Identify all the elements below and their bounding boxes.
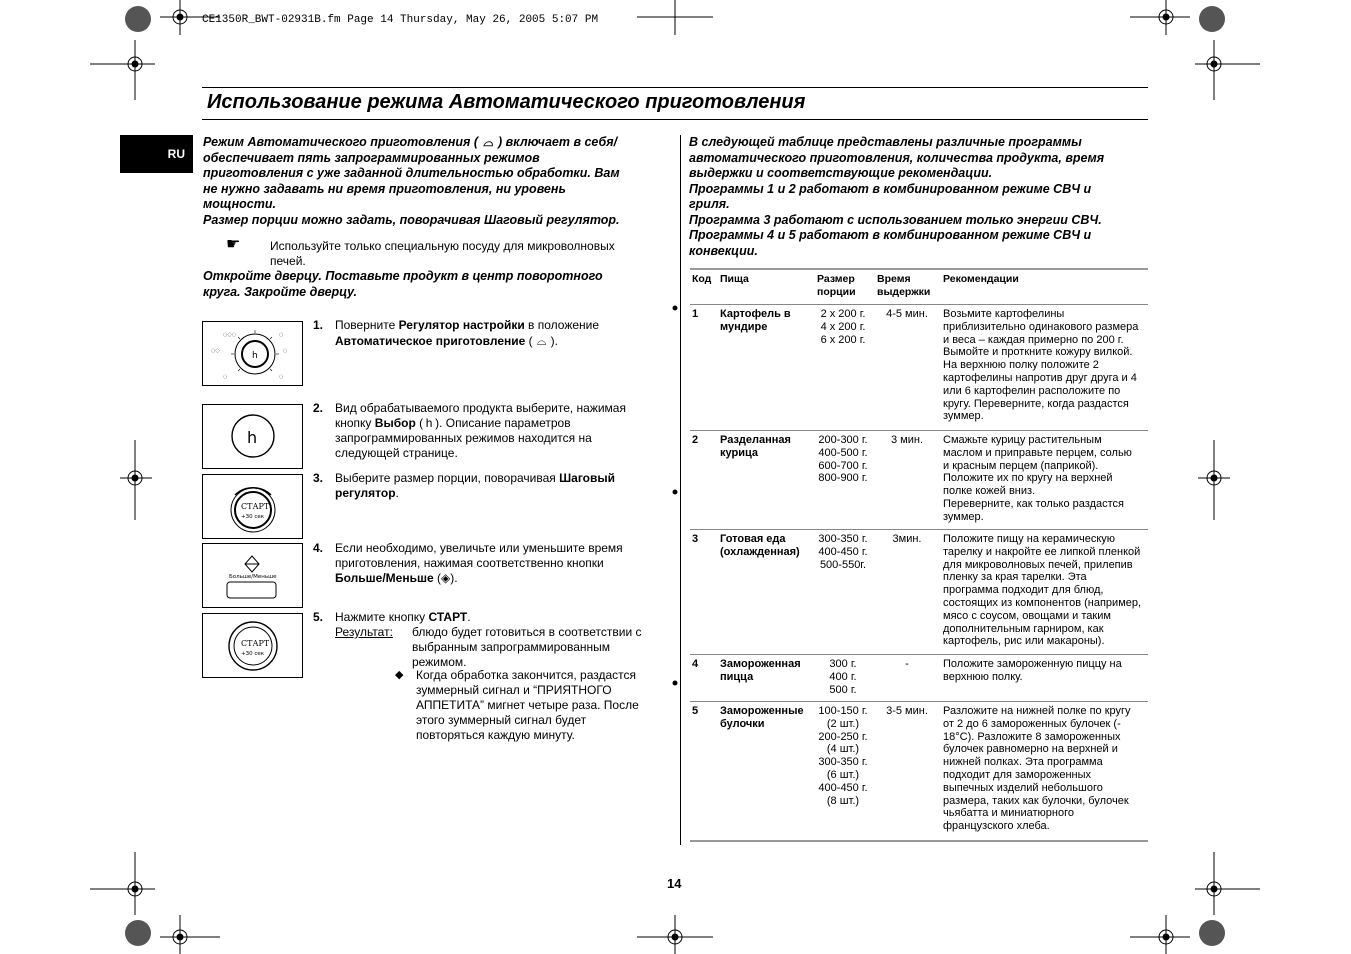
step-text: ( (433, 571, 441, 585)
cell-time-line: 4-5 мин. (886, 308, 928, 320)
cell-time (876, 533, 938, 546)
intro-line: Размер порции можно задать, поворачивая Шаговый регулятор. (203, 212, 620, 227)
step2-select-button-image (202, 404, 303, 469)
intro-text (203, 135, 673, 228)
language-tab: RU (120, 135, 193, 173)
knob-name: регулятор (335, 486, 396, 500)
bullet-line: АППЕТИТА” мигнет четыре раза. После (416, 698, 639, 712)
cell-food (720, 434, 815, 460)
cell-food-line: пицца (720, 670, 754, 683)
step-text: запрограммированных режимов находится на (335, 431, 592, 445)
dial-name: Регулятор настройки (398, 318, 525, 332)
cell-rec (943, 658, 1148, 684)
page-number: 14 (667, 876, 682, 891)
table-intro-line: гриля. (689, 197, 730, 211)
cell-food-line: курица (720, 446, 758, 459)
page-title: Использование режима Автоматического приготовления (207, 91, 806, 113)
table-row (690, 430, 1148, 431)
cell-size (812, 533, 874, 571)
cell-code (692, 434, 716, 447)
cell-size-line: 400-500 г. (818, 446, 868, 459)
diamond-bullet-icon: ◆ (395, 669, 404, 681)
more-less-icon: ◈ (440, 571, 451, 585)
cell-time (876, 705, 938, 718)
table-intro-line: Программы 4 и 5 работают в комбинированном режиме СВЧ и (689, 228, 1092, 242)
cell-size-line: 2 x 200 г. (820, 308, 866, 320)
result-line: блюдо будет готовиться в соответствии с (412, 625, 642, 639)
cell-rec-line: для микроволновых печей, прилепив (943, 558, 1133, 571)
cell-time-line: 3мин. (892, 533, 922, 545)
step-text: Выберите размер порции, поворачивая (335, 471, 560, 485)
cell-rec-line: картофелины напротив друг друга и 4 (943, 371, 1137, 384)
step-text: Если необходимо, увеличьте или уменьшите время (335, 541, 623, 555)
cell-rec-line: Положите пищу на керамическую (943, 533, 1116, 545)
col-header-time (877, 273, 930, 299)
cell-rec-line: Смажьте курицу растительным (943, 434, 1102, 446)
step-text: . (395, 486, 399, 500)
door-line: Откройте дверцу. Поставьте продукт в центр поворотного (203, 269, 603, 283)
note-line: Используйте только специальную посуду для микроволновых (270, 239, 615, 253)
cell-rec-line: французского хлеба. (943, 820, 1050, 833)
cell-rec-line: мясо с соусом, овощами и таким (943, 609, 1111, 622)
col-header-size-line: порции (817, 286, 856, 298)
col-header-size (817, 273, 856, 299)
step-text: Поверните (335, 318, 399, 332)
cell-code-line: 5 (692, 705, 699, 717)
step5-start-image (202, 613, 303, 678)
table-row (690, 654, 1148, 655)
plus30-label: +30 сек (241, 514, 265, 520)
cell-size-line: 400-450 г. (818, 781, 868, 794)
step-knob-icon (203, 475, 302, 538)
cell-size (812, 434, 874, 485)
intro-line: ) включает в себя/ (498, 135, 618, 149)
cell-time (876, 308, 938, 321)
cell-size-line: 200-250 г. (818, 730, 868, 743)
bullet-line: зуммерный сигнал и “ПРИЯТНОГО (416, 683, 612, 697)
svg-text:h: h (247, 428, 258, 447)
cell-rec-line: подходит для замороженных (943, 768, 1091, 781)
cell-size (812, 705, 874, 807)
intro-line: мощности. (203, 197, 276, 211)
cell-rec (943, 533, 1148, 648)
cell-food (720, 658, 815, 684)
svg-text:◌: ◌ (279, 332, 284, 338)
door-line: круга. Закройте дверцу. (203, 284, 358, 299)
cell-rec-line: выпечных изделий небольшого (943, 781, 1103, 794)
table-intro-line: В следующей таблице представлены различные программы (689, 135, 1082, 149)
table-intro-line: Программы 1 и 2 работают в комбинированном режиме СВЧ и (689, 181, 1092, 196)
title-rule-top (202, 87, 1148, 88)
cell-rec-line: Разложите на нижней полке по кругу (943, 705, 1131, 717)
step-text: . (467, 610, 471, 624)
cell-food (720, 308, 815, 334)
knob-name: Шаговый (559, 471, 616, 485)
step-text: следующей странице. (335, 446, 458, 460)
cell-rec-line: приблизительно одинакового размера (943, 320, 1139, 333)
cell-rec-line: Положите их по кругу на верхней (943, 472, 1113, 485)
auto-cook-icon: ⌓ (483, 135, 493, 149)
cell-food-line: Замороженные (720, 705, 804, 717)
cell-rec-line: дополнительным гарниром, как (943, 622, 1104, 635)
cell-size-line: 300-350 г. (818, 756, 868, 769)
cell-rec-line: булочек равномерно на верхней и (943, 743, 1118, 756)
auto-cook-icon: ⌓ (536, 334, 547, 348)
column-divider (680, 135, 681, 845)
start-label: СТАРТ (241, 639, 270, 648)
cell-food (720, 533, 815, 559)
cell-size (812, 658, 874, 696)
table-row (690, 304, 1148, 305)
cell-size-line: 400-450 г. (818, 545, 868, 558)
cell-rec (943, 434, 1148, 524)
result-line: выбранным запрограммированным (412, 640, 611, 654)
step-text: приготовления, нажимая соответственно кнопки (335, 556, 604, 570)
cell-size (812, 308, 874, 346)
cell-rec-line: размера, таких как булочки, булочек (943, 794, 1129, 807)
table-bottom-rule (690, 840, 1148, 842)
cell-time (876, 658, 938, 671)
table-top-rule (690, 268, 1148, 270)
cell-rec-line: 18°C). Разложите 8 замороженных (943, 730, 1121, 743)
step-number: 1. (313, 318, 324, 332)
pointing-hand-icon: ☛ (226, 236, 241, 253)
cell-rec-line: зуммер. (943, 510, 984, 523)
intro-line: приготовления с уже заданной длительностью обработки. Вам (203, 166, 620, 180)
step-text: ( (415, 416, 424, 430)
cell-time-line: - (905, 658, 909, 670)
cell-rec-line: и веса – каждая примерно по 200 г. (943, 333, 1124, 346)
cell-rec-line: Вымойте и проткните кожуру вилкой. (943, 346, 1133, 359)
result-text (412, 625, 672, 670)
cell-size-line: 100-150 г. (818, 705, 868, 717)
cell-food-line: Картофель в (720, 308, 791, 320)
select-icon: h (425, 416, 433, 430)
start-button-icon (203, 614, 302, 677)
cell-rec (943, 308, 1148, 423)
cell-code-line: 1 (692, 308, 699, 320)
bullet-line: Когда обработка закончится, раздастся (416, 668, 637, 682)
cell-code (692, 308, 716, 321)
cell-rec-line: полке кожей вниз. (943, 485, 1036, 498)
step1-text (335, 318, 665, 349)
cell-food-line: Замороженная (720, 658, 801, 670)
cell-size-line: 6 x 200 г. (820, 333, 866, 346)
svg-text:◌◌◌: ◌◌◌ (223, 332, 237, 338)
cell-time (876, 434, 938, 447)
cell-size-line: (6 шт.) (826, 768, 860, 781)
step4-text (335, 541, 665, 586)
bullet-line: этого зуммерный сигнал будет (416, 713, 587, 727)
cell-food-line: Разделанная (720, 434, 791, 446)
svg-text:◌: ◌ (279, 374, 284, 380)
table-row (690, 529, 1148, 530)
table-intro-line: Программа 3 работают с использованием только энергии СВЧ. (689, 212, 1102, 227)
step2-text (335, 401, 665, 461)
col-header-time-line: выдержки (877, 286, 931, 298)
file-header: CE1350R_BWT-02931B.fm Page 14 Thursday, May 26, 2005 5:07 PM (202, 14, 599, 26)
step-number: 2. (313, 401, 324, 415)
cell-rec-line: верхнюю полку. (943, 670, 1023, 683)
step-number: 4. (313, 541, 324, 555)
cell-size-line: (8 шт.) (826, 794, 860, 807)
svg-text:h: h (252, 351, 258, 361)
cell-size-line: 300 г. (829, 658, 857, 670)
step-text: ( (525, 334, 533, 348)
button-name: Больше/Меньше (335, 571, 434, 585)
step-text: Нажмите кнопку (335, 610, 429, 624)
cell-code (692, 533, 716, 546)
cell-code-line: 2 (692, 434, 699, 446)
cell-rec-line: зуммер. (943, 410, 984, 423)
more-less-icon (203, 544, 302, 607)
cell-rec-line: и красным перцем (паприкой). (943, 459, 1099, 472)
cell-rec-line: Возьмите картофелины (943, 308, 1065, 320)
cell-code-line: 4 (692, 658, 699, 670)
button-name: Выбор (374, 416, 416, 430)
cell-size-line: 4 x 200 г. (820, 320, 866, 333)
col-header-rec: Рекомендации (943, 273, 1019, 285)
cell-rec-line: Переверните, как только раздастся (943, 497, 1124, 510)
step-text: ). (450, 571, 458, 585)
cell-size-line: 500-550г. (819, 558, 867, 571)
cell-rec-line: кругу. Переверните, когда раздастся (943, 397, 1129, 410)
table-intro-line: конвекции. (689, 243, 758, 258)
table-row (690, 701, 1148, 702)
cell-size-line: 600-700 г. (818, 459, 868, 472)
cell-rec-line: Положите замороженную пиццу на (943, 658, 1122, 670)
step3-knob-image (202, 474, 303, 539)
svg-text:◌: ◌ (283, 348, 288, 354)
step-number: 3. (313, 471, 324, 485)
cell-code (692, 705, 716, 718)
cell-food-line: мундире (720, 320, 768, 333)
cell-size-line: 500 г. (829, 683, 857, 696)
cell-rec-line: пленку за края тарелки. Эта (943, 571, 1087, 584)
step-text: ). Описание параметров (435, 416, 571, 430)
table-intro (689, 135, 1149, 259)
col-header-size-line: Размер (817, 273, 855, 285)
table-intro-line: автоматического приготовления, количества продукта, время (689, 150, 1105, 165)
mode-name: Автоматическое приготовление (335, 334, 526, 348)
button-name: СТАРТ (428, 610, 468, 624)
col-header-code: Код (692, 273, 712, 285)
bullet-text (416, 668, 666, 743)
step4-more-less-image (202, 543, 303, 608)
step1-dial-image (202, 321, 303, 386)
cell-size-line: 300-350 г. (818, 533, 868, 545)
cell-rec (943, 705, 1148, 833)
table-intro-line: выдержки и соответствующие рекомендации. (689, 166, 993, 180)
cell-rec-line: или 6 картофелин расположите по (943, 384, 1121, 397)
cell-rec-line: тарелку и накройте ее липкой пленкой (943, 545, 1141, 558)
intro-line: обеспечивает пять запрограммированных режимов (203, 150, 540, 165)
cell-rec-line: маслом и приправьте перцем, солью (943, 446, 1132, 459)
control-dial-icon (203, 322, 302, 385)
step3-text (335, 471, 665, 501)
door-instruction (203, 269, 673, 300)
cell-size-line: 400 г. (829, 670, 857, 683)
svg-text:◌: ◌ (223, 374, 228, 380)
cell-time-line: 3 мин. (890, 434, 923, 446)
cell-size-line: (4 шт.) (826, 743, 860, 756)
cell-food-line: (охлажденная) (720, 545, 800, 558)
cell-code (692, 658, 716, 671)
cell-rec-line: состоящих из компонентов (например, (943, 596, 1142, 609)
cell-rec-line: от 2 до 6 замороженных булочек (- (943, 717, 1121, 730)
svg-text:◌◌: ◌◌ (211, 348, 220, 354)
step5-text (335, 610, 665, 625)
note-text (270, 239, 660, 269)
cell-time-line: 3-5 мин. (886, 705, 928, 717)
step-text: кнопку (335, 416, 375, 430)
col-header-time-line: Время (877, 273, 911, 285)
cell-food (720, 705, 815, 731)
step-text: Вид обрабатываемого продукта выберите, нажимая (335, 401, 626, 415)
plus30-label: +30 сек (241, 651, 265, 657)
note-line: печей. (270, 254, 306, 268)
intro-line: не нужно задавать ни время приготовления, ни уровень (203, 181, 566, 196)
result-line: режимом. (412, 655, 467, 669)
cell-rec-line: чьябатта и миниатюрного (943, 807, 1074, 820)
step-number: 5. (313, 610, 324, 624)
cell-food-line: Готовая еда (720, 533, 786, 545)
result-label: Результат: (335, 625, 393, 639)
cell-rec-line: картофель, рис или макароны). (943, 635, 1105, 648)
cell-size-line: 800-900 г. (818, 472, 868, 485)
cell-rec-line: На верхнюю полку положите 2 (943, 359, 1099, 372)
col-header-food: Пища (720, 273, 749, 285)
cell-food-line: булочки (720, 717, 765, 730)
cell-size-line: 200-300 г. (818, 434, 868, 446)
cell-size-line: (2 шт.) (826, 717, 860, 730)
step-text: ). (550, 334, 558, 348)
select-button-icon (203, 405, 302, 468)
step-text: в положение (524, 318, 600, 332)
cell-rec-line: программа подходит для блюд, (943, 584, 1104, 597)
more-less-label: Больше/Меньше (229, 574, 277, 580)
start-label: СТАРТ (241, 502, 270, 511)
cell-code-line: 3 (692, 533, 699, 545)
bullet-line: повторяться каждую минуту. (416, 728, 575, 742)
intro-line: Режим Автоматического приготовления ( (203, 135, 479, 149)
cell-rec-line: нижней полках. Эта программа (943, 756, 1103, 769)
title-rule-bottom (202, 119, 1148, 120)
